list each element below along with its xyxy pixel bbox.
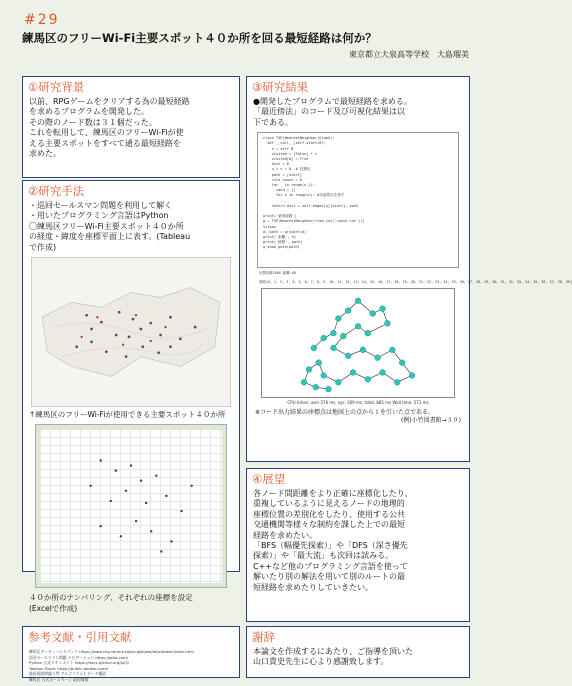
- text-line: の経度・緯度を座標平面上に表す。(Tableau: [29, 232, 191, 242]
- section-acknowledgements: [246, 626, 470, 678]
- section-body: [23, 97, 239, 159]
- text-line: 求めた。: [29, 148, 61, 158]
- spreadsheet: [40, 429, 222, 583]
- text-line: (例)小竹図書館→３９): [400, 417, 461, 425]
- reference-item: 練馬区 公式ホームページ 地図情報: [29, 676, 89, 682]
- text-line: C++など他のプログラミング言語を使って: [253, 561, 408, 571]
- section-heading: 謝辞: [252, 630, 275, 644]
- section-heading: ③研究結果: [252, 80, 309, 94]
- text-line: 以前、RPGゲームをクリアする為の最短経路: [29, 97, 190, 106]
- text-line: ●開発したプログラムで最短経路を求める。: [253, 97, 412, 106]
- text-line: 重複しているように見えるノードの地理的: [253, 499, 405, 509]
- section-body: [247, 489, 469, 593]
- reference-list: [23, 647, 239, 684]
- section-heading: ②研究手法: [28, 184, 85, 198]
- excel-grid-plot: [35, 424, 227, 588]
- route-graph: [261, 288, 455, 398]
- reference-item: Tableau Public https://public.tableau.com/: [29, 665, 109, 671]
- text-line: その際のノード数は３１個だった。: [29, 117, 157, 127]
- text-line: 座標位置の差別化をしたり、使用する公共: [253, 509, 405, 519]
- section-results: [246, 76, 572, 462]
- authors: 東京都立大泉高等学校 大島瑠美: [349, 50, 469, 59]
- text-line: 各ノード間距離をより正確に座標化したり、: [253, 489, 413, 498]
- route-graph-image: [262, 289, 454, 397]
- cpu-times: CPU times: user 576 ms, sys: 309 ms, total: 885 ms Wall time: 572 ms: [287, 400, 429, 406]
- text-line: ・巡回セールスマン問題を利用して解く: [29, 201, 173, 210]
- text-line: ・用いたプログラミング言語はPython: [29, 211, 169, 221]
- text-line: 山口貴史先生に心より感謝致します。: [253, 657, 389, 667]
- distance-output: 計算回数1560 距離:48: [259, 271, 296, 276]
- route-output: 経路[0, 1, 2, 3, 4, 5, 6, 7, 8, 9, 10, 11, 12, 13, 14, 15, 16, 17, 18, 19, 20, 21, 22, 23, 24, 25, 26, 27, 28, 29, 30, 31, 32, 33, 34, 35, 36, 37, 38, 39]: [259, 280, 572, 285]
- reference-item: 最短経路問題入門 アルゴリズムとデータ構造: [29, 671, 106, 676]
- code-listing: class TSP(NearestNeighbor(Graph): def __call__(self,start=0): n = self.N visited = [False] * n visited[0] = True dist = 0 u = v = 0 # 初期化 path = [start] rule_count = 0 for _ in range(n-1): cand = [] for v in range(n): #未訪問点を探す ... return dist + self.edges[u][start], path print('最短経路') g = TSP(NearestNeighbor(from_csv('route.txt'))) %%time d, path = g(start=0) print('距離', d) print('経路', path) g.show_path(path): [257, 132, 459, 268]
- text-line: ４０か所のナンバリング、それぞれの座標を設定: [29, 592, 193, 602]
- section-background: [22, 76, 240, 178]
- text-line: これを転用して、練馬区のフリーWi-Fiが使: [29, 128, 184, 138]
- reference-item: Python 公式ドキュメント https://docs.python.org/ja/3/: [29, 660, 129, 665]
- text-line: 探索）」や「最大流」も次回は試みる。: [253, 551, 393, 561]
- text-line: 〇練馬区フリーWi-Fi主要スポット４０か所: [29, 221, 184, 231]
- text-line: 経路を求めたい。: [253, 530, 317, 540]
- text-line: 短経路を求めたりしていきたい。: [253, 582, 373, 592]
- result-note: [247, 407, 469, 427]
- text-line: 本論文を作成するにあたり、ご指導を頂いた: [253, 647, 413, 656]
- map-caption: ↑練馬区のフリーWi-Fiが使用できる主要スポット４０か所: [29, 409, 226, 419]
- text-line: える主要スポットをすべて通る最短経路を: [29, 138, 181, 148]
- section-references: [22, 626, 240, 682]
- section-method: [22, 180, 240, 613]
- text-line: ※コード出力結果の座標点は地図上の点から１を引いた点である。: [255, 409, 435, 417]
- section-body: [247, 647, 469, 668]
- map-image: [32, 258, 230, 406]
- section-outlook: [246, 468, 470, 622]
- text-line: 下である。: [253, 117, 293, 127]
- grid-caption: [23, 590, 239, 616]
- poster-number: #29: [24, 12, 60, 28]
- text-line: (Excelで作成): [29, 603, 78, 613]
- text-line: 「最近傍法」のコード及び可視化結果は以: [253, 107, 405, 117]
- reference-item: 巡回セールスマン問題 ナビゲーション https://qiita.com/: [29, 654, 128, 660]
- text-line: を求めるプログラムを開発した。: [29, 107, 149, 117]
- text-line: 解いたり別の解法を用いて別のルートの最: [253, 572, 405, 582]
- wifi-spot-map: [31, 257, 231, 407]
- section-body: [23, 201, 239, 253]
- text-line: で作成): [29, 242, 57, 252]
- section-body: [247, 97, 469, 128]
- section-heading: ④展望: [252, 472, 286, 486]
- section-heading: 参考文献・引用文献: [28, 630, 132, 644]
- reference-item: 練馬区データ・ハンドブック https://www.city.nerima.tokyo.jp/kusei/tokei/tokei/index.html: [29, 649, 194, 654]
- section-heading: ①研究背景: [28, 80, 85, 94]
- poster-title: 練馬区のフリーWi-Fi主要スポット４０か所を回る最短経路は何か？: [22, 31, 377, 45]
- scatter-points: [40, 429, 222, 583]
- text-line: 交通機関等様々な制約を課した上での最短: [253, 520, 405, 530]
- text-line: 「BFS（幅優先探索）」や「DFS（深さ優先: [253, 540, 408, 550]
